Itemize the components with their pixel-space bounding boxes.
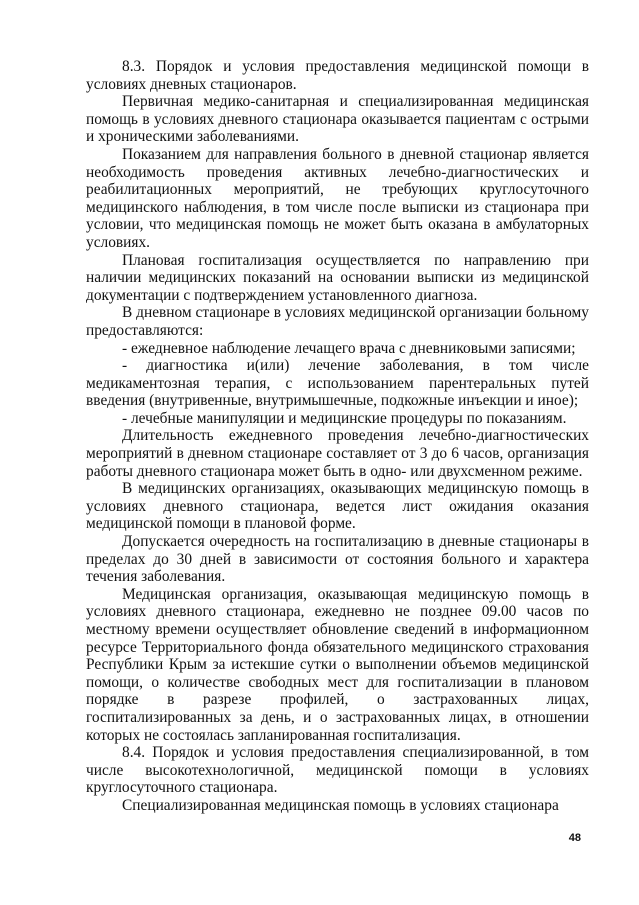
section-heading-8-3: 8.3. Порядок и условия предоставления медицинской помощи в условиях дневных стационаров. — [86, 58, 589, 93]
document-body — [86, 58, 589, 815]
paragraph: Плановая госпитализация осуществляется по направлению при наличии медицинских показаний на основании выписки из медицинской документации с подтверждением установленного диагноза. — [86, 251, 589, 304]
list-item: - диагностика и(или) лечение заболевания, в том числе медикаментозная терапия, с использованием парентеральных путей введения (внутривенные, внутримышечные, подкожные инъекции и иное); — [86, 357, 589, 410]
list-item: - ежедневное наблюдение лечащего врача с дневниковыми записями; — [122, 339, 576, 357]
paragraph: Медицинская организация, оказывающая медицинскую помощь в условиях дневного стационара, ежедневно не позднее 09.00 часов по местному времени осуществляет обновление сведений в информационном ресурсе Территориального фонда обязательного медицинского страхования Республики Крым за истекшие сутки о выполнении объемов медицинской помощи, о количестве свободных мест для госпитализации в плановом порядке в разрезе профилей, о застрахованных лицах, госпитализированных за день, и о застрахованных лицах, в отношении которых не состоялась запланированная госпитализация. — [86, 585, 589, 744]
paragraph: Первичная медико-санитарная и специализированная медицинская помощь в условиях дневного стационара оказывается пациентам с острыми и хроническими заболеваниями. — [86, 93, 589, 146]
paragraph: В медицинских организациях, оказывающих медицинскую помощь в условиях дневного стационара, ведется лист ожидания оказания медицинской помощи в плановой форме. — [86, 480, 589, 533]
paragraph: Допускается очередность на госпитализацию в дневные стационары в пределах до 30 дней в зависимости от состояния больного и характера течения заболевания. — [86, 533, 589, 586]
paragraph: Длительность ежедневного проведения лечебно-диагностических мероприятий в дневном стационаре составляет от 3 до 6 часов, организация работы дневного стационара может быть в одно- или двухсменном режиме. — [86, 427, 589, 480]
section-heading-8-4: 8.4. Порядок и условия предоставления специализированной, в том числе высокотехнологичной, медицинской помощи в условиях круглосуточного стационара. — [86, 744, 589, 797]
paragraph: В дневном стационаре в условиях медицинской организации больному предоставляются: — [86, 304, 589, 339]
paragraph: Показанием для направления больного в дневной стационар является необходимость проведения активных лечебно-диагностических и реабилитационных мероприятий, не требующих круглосуточного медицинского наблюдения, в том числе после выписки из стационара при условии, что медицинская помощь не может быть оказана в амбулаторных условиях. — [86, 145, 589, 251]
list-item: - лечебные манипуляции и медицинские процедуры по показаниям. — [122, 409, 567, 427]
paragraph: Специализированная медицинская помощь в условиях стационара — [122, 796, 559, 814]
page-number: 48 — [568, 832, 581, 844]
